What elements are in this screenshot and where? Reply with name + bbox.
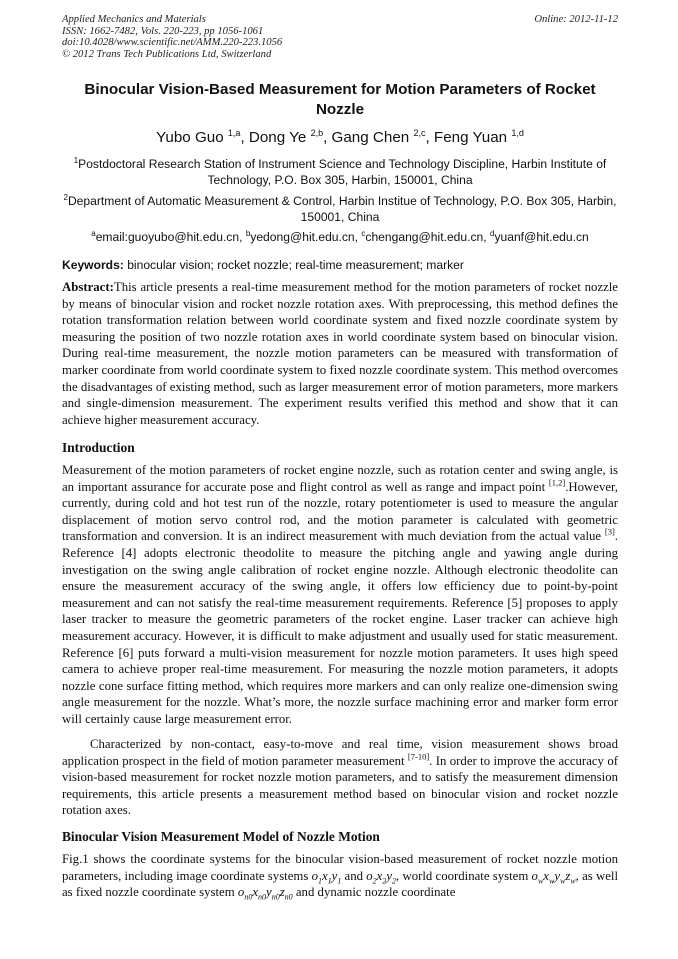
paragraph-text: Measurement of the motion parameters of rocket engine nozzle, such as rotation center and swing angle, is an important assurance for accurate pose and flight control as well as range and impact point xyxy=(62,463,618,494)
citation-mark[interactable]: [1,2] xyxy=(548,477,566,488)
symbol-subscript: n0 xyxy=(258,892,266,902)
issn-line: ISSN: 1662-7482, Vols. 220-223, pp 1056-1061 xyxy=(62,25,264,37)
introduction-paragraph-1 xyxy=(62,462,618,728)
author-marks: 2,c xyxy=(413,127,426,138)
model-section-heading: Binocular Vision Measurement Model of Nozzle Motion xyxy=(62,829,380,844)
keywords xyxy=(62,257,618,273)
introduction-heading: Introduction xyxy=(62,440,135,455)
author-marks: 2,b xyxy=(310,127,324,138)
symbol-base: x xyxy=(321,868,328,883)
paragraph-text: . In order to improve the accuracy of vision-based measurement for rocket nozzle motion parameters, and to satisfy the measurement dimension requirements, this article presents a measurement method based on binocular vision and rocket nozzle rotation axes. xyxy=(62,753,618,818)
keywords-label: Keywords: xyxy=(62,258,124,272)
affiliation-1-mark: 1 xyxy=(73,155,79,165)
author-list xyxy=(62,128,618,148)
email-mark: b xyxy=(245,228,251,238)
email-address[interactable]: email:guoyubo@hit.edu.cn xyxy=(95,230,240,244)
symbol-base: z xyxy=(565,868,571,883)
affiliation-2-text: Department of Automatic Measurement & Control, Harbin Institue of Technology, P.O. Box 305, Harbin, 150001, China xyxy=(67,194,617,224)
author-name: Yubo Guo xyxy=(156,129,224,146)
email-separator: , xyxy=(239,230,246,244)
paragraph-text: and xyxy=(341,868,367,883)
journal-header xyxy=(62,14,618,60)
coordinate-symbol xyxy=(531,868,576,886)
paragraph-text: Fig.1 shows the coordinate systems for the binocular vision-based measurement of rocket nozzle motion parameters, including image coordinate systems xyxy=(62,852,618,883)
symbol-base: y xyxy=(386,868,393,883)
paragraph-text: and dynamic nozzle coordinate xyxy=(292,885,456,900)
paragraph-text: Characterized by non-contact, easy-to-move and real time, vision measurement shows broad application prospect in the field of motion parameter measurement xyxy=(62,737,618,768)
symbol-base: y xyxy=(554,868,560,883)
symbol-base: x xyxy=(252,885,258,900)
email-address[interactable]: yuanf@hit.edu.cn xyxy=(494,230,589,244)
email-mark: a xyxy=(91,228,96,238)
journal-name: Applied Mechanics and Materials xyxy=(62,14,206,25)
paragraph-text: , as well as fixed nozzle coordinate system xyxy=(62,868,618,900)
copyright-line: © 2012 Trans Tech Publications Ltd, Switzerland xyxy=(62,48,272,60)
affiliation-2 xyxy=(62,193,618,225)
symbol-base: o xyxy=(531,868,538,883)
paper-title: Binocular Vision-Based Measurement for Motion Parameters of Rocket Nozzle xyxy=(84,81,596,118)
symbol-base: o xyxy=(311,868,318,883)
author-separator: , xyxy=(240,129,249,146)
citation-mark[interactable]: [3] xyxy=(604,527,615,538)
abstract xyxy=(62,279,618,428)
email-separator: , xyxy=(354,230,362,244)
affiliation-1 xyxy=(62,156,618,188)
symbol-subscript: n0 xyxy=(244,892,253,902)
author-separator: , xyxy=(323,129,332,146)
symbol-subscript: w xyxy=(560,876,566,886)
symbol-base: o xyxy=(237,885,245,900)
paragraph-text: . Reference [4] adopts electronic theodolite to measure the pitching angle and yawing angle during investigation on the swing angle calibration of rocket engine nozzle. Although electronic theodolite can ensure the measurement accuracy of the swing angle, it offers low efficiency due to point-by-point measurement and can not satisfy the real-time measurement requirements. Reference [5] proposes to apply laser tracker to measure the geometric parameters of the rocket engine. Laser tracker can achieve high measurement accuracy. However, it is difficult to make adjustment and usually used for static measurement. Reference [6] puts forward a multi-vision measurement for nozzle motion parameters. It uses high speed camera to achieve proper real-time measurement. For measuring the nozzle motion parameters, it adopts nozzle cone surface fitting method, which requires more markers and can only realize one-dimension swing angle measurement for the nozzle. What’s more, the nozzle surface machining error and marker form error will certainly cause large measurement error. xyxy=(62,529,618,726)
symbol-base: o xyxy=(366,868,373,883)
coordinate-symbol xyxy=(311,868,342,886)
author-name: Dong Ye xyxy=(248,129,307,146)
symbol-subscript: n0 xyxy=(284,892,293,902)
symbol-subscript: w xyxy=(548,876,555,886)
author-separator: , xyxy=(425,129,434,146)
introduction-paragraph-2 xyxy=(62,736,618,819)
paragraph-text: .However, currently, during cold and hot test run of the nozzle, rotary potentiometer is used to measure the angular displacement of motion servo control rod, and the motion parameter is calculated with geometric transformation and conversion. It is an indirect measurement with much deviation from the actual value xyxy=(62,479,618,544)
abstract-text: This article presents a real-time measurement method for the motion parameters of rocket nozzle by means of binocular vision and rocket nozzle rotation axes. With preprocessing, this method defines the rotation transformation relation between world coordinate system and fixed nozzle coordinate system by measuring the position of two nozzle rotation axes in world coordinate system based on binocular vision. During real-time measurement, the nozzle motion parameters can be measured with transformation of marker coordinate from world coordinate system to fixed nozzle coordinate system. This method overcomes the disadvantages of existing method, such as larger measurement error of motion parameters, more markers and single-dimension measurement. The experiment results verified this method and show that it can achieve higher measurement accuracy. xyxy=(62,280,618,427)
symbol-subscript: 1 xyxy=(337,876,342,886)
email-address[interactable]: chengang@hit.edu.cn xyxy=(365,230,484,244)
email-mark: d xyxy=(490,228,495,238)
symbol-subscript: 2 xyxy=(372,876,377,886)
coordinate-symbol xyxy=(366,868,397,886)
symbol-subscript: 2 xyxy=(392,876,397,886)
symbol-subscript: 2 xyxy=(382,876,387,886)
keywords-text: binocular vision; rocket nozzle; real-time measurement; marker xyxy=(123,258,464,272)
symbol-subscript: w xyxy=(537,876,544,886)
symbol-subscript: 1 xyxy=(327,876,332,886)
symbol-base: z xyxy=(279,885,285,900)
author-marks: 1,d xyxy=(511,127,524,138)
symbol-subscript: n0 xyxy=(271,892,280,902)
affiliation-1-text: Postdoctoral Research Station of Instrument Science and Technology Discipline, Harbin Institute of Technology, P.O. Box 305, Harbin, 150001, China xyxy=(78,157,607,187)
affiliation-2-mark: 2 xyxy=(63,192,68,202)
symbol-base: y xyxy=(266,885,272,900)
doi-line[interactable]: doi:10.4028/www.scientific.net/AMM.220-223.1056 xyxy=(62,37,283,49)
email-list xyxy=(62,229,618,245)
abstract-label: Abstract: xyxy=(62,280,114,294)
symbol-subscript: w xyxy=(570,876,576,886)
symbol-base: x xyxy=(376,868,383,883)
author-name: Feng Yuan xyxy=(433,129,508,146)
symbol-base: y xyxy=(331,868,338,883)
symbol-base: x xyxy=(543,868,549,883)
author-marks: 1,a xyxy=(227,127,241,138)
paragraph-text: , world coordinate system xyxy=(396,868,532,883)
symbol-subscript: 1 xyxy=(317,876,322,886)
coordinate-symbol xyxy=(237,885,293,902)
citation-mark[interactable]: [7-10] xyxy=(407,751,430,762)
model-section-paragraph-1 xyxy=(62,851,618,901)
email-address[interactable]: yedong@hit.edu.cn xyxy=(250,230,355,244)
online-date: Online: 2012-11-12 xyxy=(534,14,618,25)
email-separator: , xyxy=(483,230,490,244)
author-name: Gang Chen xyxy=(331,129,410,146)
email-mark: c xyxy=(361,228,366,238)
